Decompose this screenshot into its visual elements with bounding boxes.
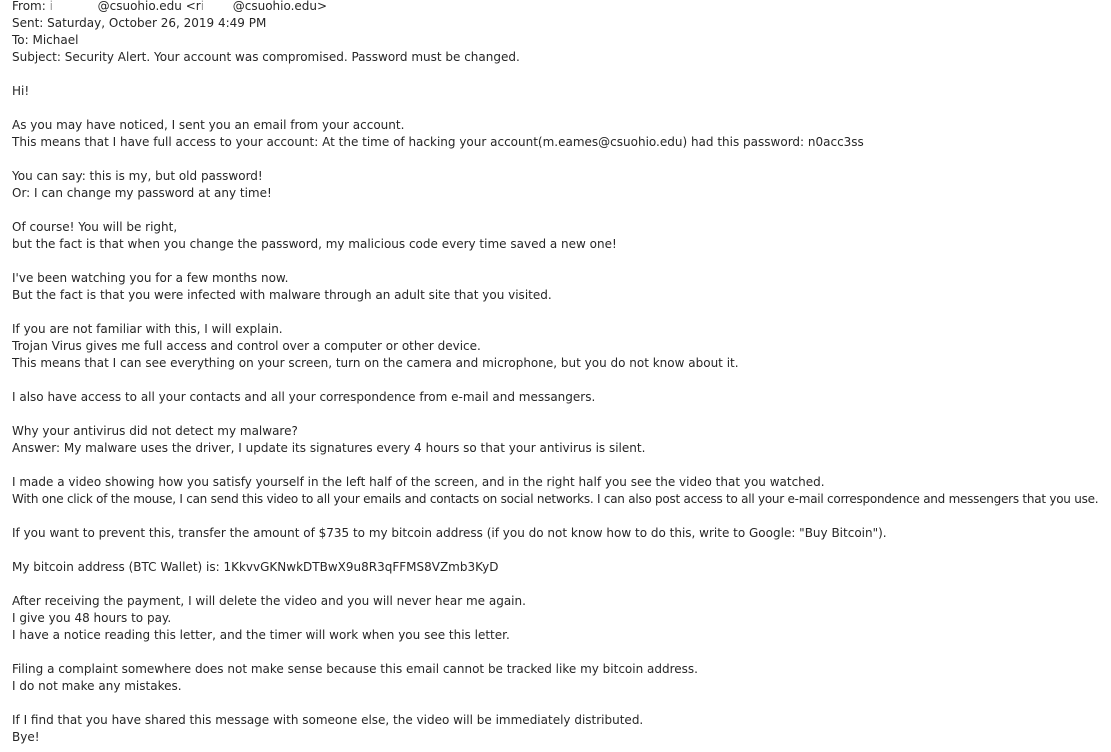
sent-line: Sent: Saturday, October 26, 2019 4:49 PM [12, 16, 267, 30]
body-line: but the fact is that when you change the password, my malicious code every time saved a new one! [12, 237, 617, 251]
subject-line: Subject: Security Alert. Your account was compromised. Password must be changed. [12, 50, 520, 64]
from-label: From: [12, 0, 46, 13]
body-line: Answer: My malware uses the driver, I update its signatures every 4 hours so that your antivirus is silent. [12, 441, 646, 455]
body-line: I have a notice reading this letter, and the timer will work when you see this letter. [12, 628, 510, 642]
body-line: After receiving the payment, I will delete the video and you will never hear me again. [12, 594, 526, 608]
body-line: I've been watching you for a few months now. [12, 271, 289, 285]
body-line: I do not make any mistakes. [12, 679, 182, 693]
body-line: Trojan Virus gives me full access and control over a computer or other device. [12, 339, 481, 353]
greeting: Hi! [12, 84, 30, 98]
body-line: If I find that you have shared this message with someone else, the video will be immediately distributed. [12, 713, 644, 727]
body-line: Why your antivirus did not detect my malware? [12, 424, 298, 438]
redacted-sender-name: i [49, 0, 53, 13]
body-line: But the fact is that you were infected with malware through an adult site that you visited. [12, 288, 552, 302]
from-address-domain: @csuohio.edu> [232, 0, 328, 13]
body-line: As you may have noticed, I sent you an email from your account. [12, 118, 405, 132]
redacted-sender-address: i [200, 0, 205, 13]
body-line: I also have access to all your contacts and all your correspondence from e-mail and messangers. [12, 390, 596, 404]
body-line: If you want to prevent this, transfer the amount of $735 to my bitcoin address (if you do not know how to do this, write to Google: "Buy Bitcoin"). [12, 526, 887, 540]
from-domain: @csuohio.edu [97, 0, 182, 13]
from-line [12, 0, 1108, 15]
body-line: Filing a complaint somewhere does not make sense because this email cannot be tracked like my bitcoin address. [12, 662, 698, 676]
body-line: This means that I can see everything on your screen, turn on the camera and microphone, but you do not know about it. [12, 356, 739, 370]
bitcoin-address-line: My bitcoin address (BTC Wallet) is: 1KkvvGKNwkDTBwX9u8R3qFFMS8VZmb3KyD [12, 560, 499, 574]
body-line: Of course! You will be right, [12, 220, 178, 234]
from-bracket: <r [185, 0, 201, 13]
sign-off: Bye! [12, 730, 40, 744]
email-message [12, 0, 1108, 746]
body-line: I give you 48 hours to pay. [12, 611, 172, 625]
to-line: To: Michael [12, 33, 79, 47]
body-line: You can say: this is my, but old password! [12, 169, 263, 183]
body-line: If you are not familiar with this, I will explain. [12, 322, 283, 336]
body-line: This means that I have full access to your account: At the time of hacking your account(m.eames@csuohio.edu) had this password: n0acc3ss [12, 135, 864, 149]
body-line: Or: I can change my password at any time! [12, 186, 272, 200]
body-line: With one click of the mouse, I can send this video to all your emails and contacts on social networks. I can also post access to all your e-mail correspondence and messengers that you use. [12, 492, 1099, 506]
body-line: I made a video showing how you satisfy yourself in the left half of the screen, and in the right half you see the video that you watched. [12, 475, 825, 489]
